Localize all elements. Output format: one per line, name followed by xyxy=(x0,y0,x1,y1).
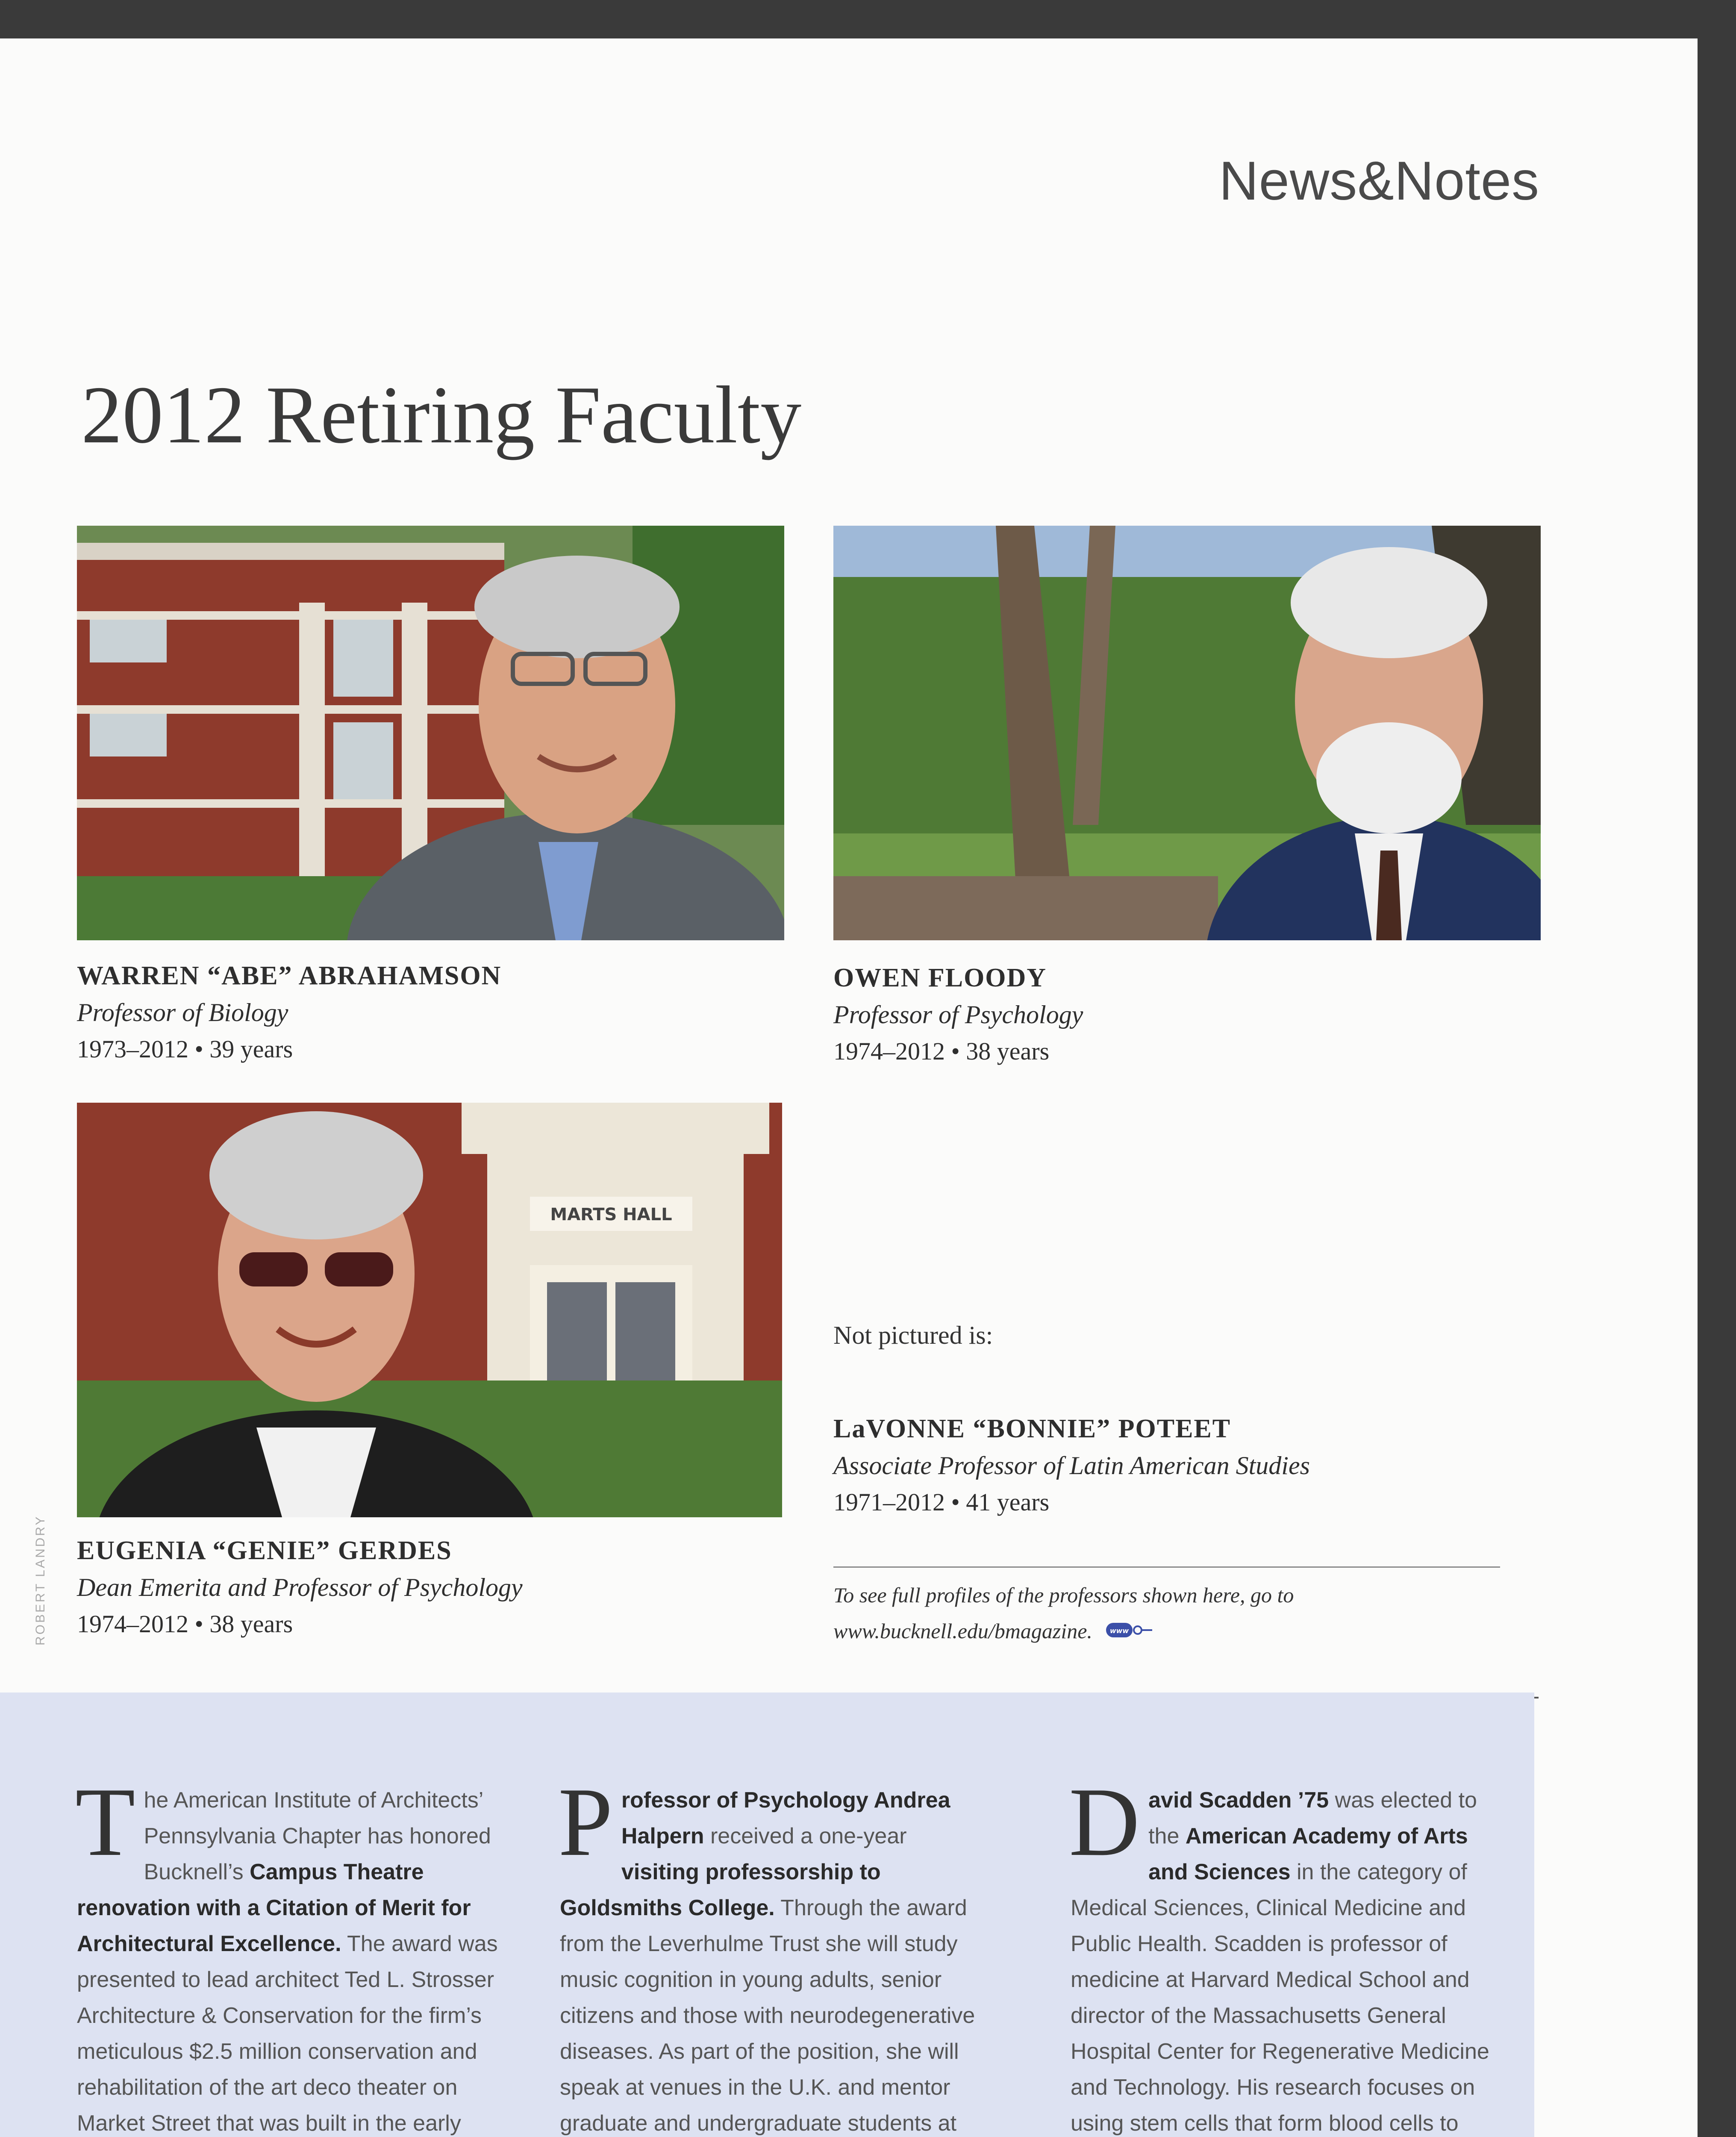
magazine-page xyxy=(0,38,1698,2137)
photo-credit: ROBERT LANDRY xyxy=(33,1515,47,1645)
news-text: Through the award from the Leverhulme Trust she will study music cognition in young adults, senior citizens and those with neurodegenerative diseases. As part of the position, she will speak at venues in the U.K. and mentor graduate and undergraduate students at xyxy=(560,1896,975,2136)
caption-floody xyxy=(833,960,1083,1070)
caption-gerdes xyxy=(77,1532,523,1642)
web-link-icon-label: www xyxy=(1110,1626,1129,1635)
not-pictured-label: Not pictured is: xyxy=(833,1321,993,1349)
news-text: received a one-year xyxy=(704,1824,907,1849)
news-text: The award was presented to lead architect Ted L. Strosser Architecture & Conservation for the firm’s meticulous $2.5 million conservation and rehabilitation of the art deco theater on Market Street that was built in the early xyxy=(77,1931,498,2136)
news-item-2 xyxy=(558,1767,987,2137)
news-text: was elected to the xyxy=(1148,1788,1477,1849)
news-highlight: avid Scadden ’75 xyxy=(1148,1788,1329,1813)
faculty-name: EUGENIA “GENIE” GERDES xyxy=(77,1536,452,1565)
photo-abrahamson xyxy=(77,526,784,940)
caption-abrahamson xyxy=(77,957,501,1068)
faculty-name: WARREN “ABE” ABRAHAMSON xyxy=(77,961,502,990)
news-highlight: Campus Theatre renovation with a Citation of Merit for Architectural Excellence. xyxy=(77,1860,471,1956)
faculty-years: 1974–2012 • 38 years xyxy=(833,1037,1050,1065)
faculty-name: OWEN FLOODY xyxy=(833,963,1047,992)
news-item-1 xyxy=(75,1767,504,2137)
profiles-note-text: To see full profiles of the professors shown here, go to www.bucknell.edu/bmagazine. xyxy=(833,1583,1294,1643)
dropcap: T xyxy=(75,1767,135,1876)
faculty-role: Professor of Psychology xyxy=(833,1001,1083,1029)
news-highlight: American Academy of Arts and Sciences xyxy=(1148,1824,1468,1884)
news-item-3 xyxy=(1069,1767,1498,2137)
faculty-role: Professor of Biology xyxy=(77,998,288,1027)
profiles-note xyxy=(833,1577,1500,1651)
faculty-years: 1971–2012 • 41 years xyxy=(833,1488,1050,1516)
note-divider xyxy=(833,1566,1500,1568)
photo-gerdes xyxy=(77,1103,782,1517)
faculty-years: 1974–2012 • 38 years xyxy=(77,1610,293,1638)
building-sign: MARTS HALL xyxy=(550,1205,672,1225)
faculty-role: Dean Emerita and Professor of Psychology xyxy=(77,1573,523,1601)
photo-floody xyxy=(833,526,1541,940)
dropcap: D xyxy=(1069,1767,1140,1876)
page-title: 2012 Retiring Faculty xyxy=(81,369,802,460)
news-text: he American Institute of Architects’ Pennsylvania Chapter has honored Bucknell’s xyxy=(144,1788,491,1884)
section-label: News&Notes xyxy=(1219,150,1539,212)
faculty-years: 1973–2012 • 39 years xyxy=(77,1035,293,1063)
news-highlight: rofessor of Psychology Andrea Halpern xyxy=(621,1788,950,1849)
caption-poteet xyxy=(833,1410,1310,1521)
news-highlight: visiting professorship to Goldsmiths College. xyxy=(560,1860,881,1920)
dropcap: P xyxy=(558,1767,613,1876)
faculty-name: LaVONNE “BONNIE” POTEET xyxy=(833,1414,1231,1443)
news-text: in the category of Medical Sciences, Clinical Medicine and Public Health. Scadden is professor of medicine at Harvard Medical School and director of the Massachusetts General Hospital Center for Regenerative Medicine and Technology. His research focuses on using stem cells that form blood cells to xyxy=(1071,1860,1489,2136)
faculty-role: Associate Professor of Latin American Studies xyxy=(833,1451,1310,1480)
web-link-icon[interactable] xyxy=(1104,1616,1156,1651)
